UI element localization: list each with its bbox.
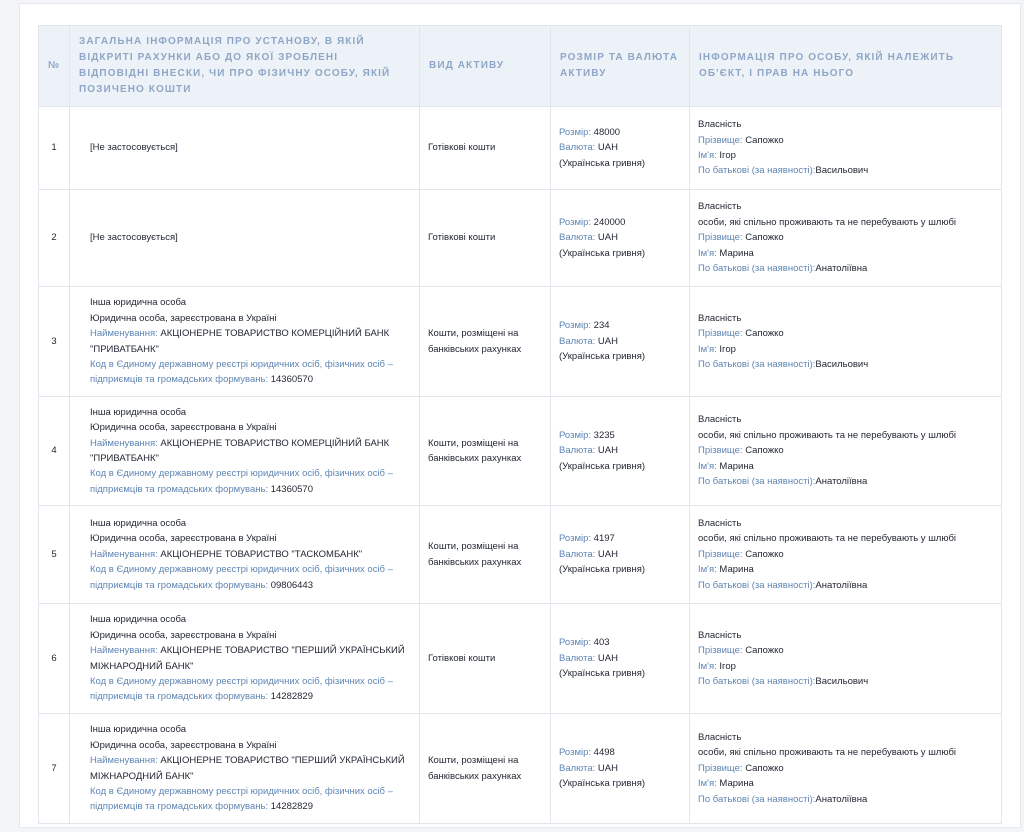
patronymic-label: По батькові (за наявності): — [698, 165, 816, 177]
row-number: 6 — [39, 604, 70, 714]
row-number: 2 — [39, 190, 70, 287]
table-header — [39, 26, 1002, 107]
general-info-cell — [70, 107, 420, 190]
ownership-type: Власність — [698, 517, 742, 529]
patronymic-value: Васильович — [815, 165, 869, 177]
table-row — [39, 107, 1002, 190]
general-text: [Не застосовується] — [90, 142, 178, 154]
entity-type: Інша юридична особа — [90, 724, 187, 736]
edr-code-value: 09806443 — [270, 579, 314, 591]
patronymic-label: По батькові (за наявності): — [698, 358, 816, 370]
patronymic-label: По батькові (за наявності): — [698, 675, 816, 687]
surname-label: Прізвище: — [698, 762, 743, 774]
table-row — [39, 397, 1002, 506]
first-name-label: Ім'я: — [698, 778, 717, 790]
entity-type: Інша юридична особа — [90, 517, 187, 529]
surname-label: Прізвище: — [698, 134, 743, 146]
currency-name: (Українська гривня) — [559, 351, 646, 363]
row-number: 1 — [39, 107, 70, 190]
size-currency-cell — [551, 506, 690, 604]
first-name-label: Ім'я: — [698, 564, 717, 576]
edr-code-value: 14360570 — [270, 374, 314, 386]
edr-code-label: Код в Єдиному державному реєстрі юридичних осіб, фізичних осіб – підприємців та громадських формувань: — [90, 468, 393, 495]
first-name-label: Ім'я: — [698, 150, 717, 161]
entity-type: Інша юридична особа — [90, 297, 187, 309]
size-label: Розмір: — [559, 320, 592, 332]
assets-table — [38, 25, 1002, 824]
size-label: Розмір: — [559, 216, 592, 228]
size-label: Розмір: — [559, 747, 592, 759]
table-row — [39, 506, 1002, 604]
ownership-type: Власність — [698, 312, 742, 324]
edr-code-label: Код в Єдиному державному реєстрі юридичних осіб, фізичних осіб – підприємців та громадських формувань: — [90, 564, 393, 591]
first-name-label: Ім'я: — [698, 660, 717, 672]
surname-label: Прізвище: — [698, 445, 743, 457]
patronymic-value: Анатоліївна — [815, 476, 868, 488]
size-currency-cell — [551, 397, 690, 506]
declaration-card — [19, 3, 1021, 828]
size-value: 4197 — [593, 533, 615, 545]
edr-code-label: Код в Єдиному державному реєстрі юридичних осіб, фізичних осіб – підприємців та громадських формувань: — [90, 358, 393, 386]
currency-value: UAH — [597, 445, 618, 457]
bank-name: АКЦІОНЕРНЕ ТОВАРИСТВО "ТАСКОМБАНК" — [160, 548, 363, 560]
name-label: Найменування: — [90, 755, 158, 767]
currency-label: Валюта: — [559, 548, 596, 560]
first-name-value: Марина — [719, 564, 754, 576]
surname-value: Сапожко — [745, 232, 784, 244]
asset-type-cell: Готівкові кошти — [420, 107, 551, 190]
size-value: 3235 — [593, 429, 615, 441]
name-label: Найменування: — [90, 328, 158, 340]
currency-value: UAH — [597, 232, 618, 244]
patronymic-label: По батькові (за наявності): — [698, 263, 816, 275]
owner-info-cell — [690, 714, 1002, 824]
currency-name: (Українська гривня) — [559, 778, 646, 790]
first-name-label: Ім'я: — [698, 460, 717, 472]
first-name-label: Ім'я: — [698, 247, 717, 259]
size-value: 234 — [593, 320, 610, 332]
currency-label: Валюта: — [559, 232, 596, 244]
size-currency-cell — [551, 107, 690, 190]
currency-name: (Українська гривня) — [559, 247, 646, 259]
owner-info-cell — [690, 506, 1002, 604]
currency-name: (Українська гривня) — [559, 668, 646, 680]
surname-label: Прізвище: — [698, 328, 743, 340]
ownership-type: Власність — [698, 731, 742, 743]
relation-type: особи, які спільно проживають та не перебувають у шлюбі — [698, 429, 957, 441]
owner-info-cell — [690, 190, 1002, 287]
ownership-type: Власність — [698, 119, 742, 131]
registration-type: Юридична особа, зареєстрована в Україні — [90, 533, 277, 545]
patronymic-label: По батькові (за наявності): — [698, 793, 816, 805]
owner-info-cell — [690, 604, 1002, 714]
table-row — [39, 287, 1002, 397]
size-value: 240000 — [593, 216, 626, 228]
first-name-value: Ігор — [719, 343, 736, 355]
row-number: 3 — [39, 287, 70, 397]
row-number: 5 — [39, 506, 70, 604]
asset-type-cell: Кошти, розміщені на банківських рахунках — [420, 714, 551, 824]
currency-value: UAH — [597, 142, 618, 154]
edr-code-label: Код в Єдиному державному реєстрі юридичних осіб, фізичних осіб – підприємців та громадських формувань: — [90, 675, 393, 703]
ownership-type: Власність — [698, 414, 742, 426]
patronymic-label: По батькові (за наявності): — [698, 579, 816, 591]
owner-info-cell — [690, 397, 1002, 506]
owner-info-cell — [690, 287, 1002, 397]
currency-label: Валюта: — [559, 335, 596, 347]
surname-value: Сапожко — [745, 762, 784, 774]
patronymic-value: Анатоліївна — [815, 793, 868, 805]
row-number: 7 — [39, 714, 70, 824]
general-info-cell — [70, 287, 420, 397]
header-number: № — [39, 26, 70, 107]
currency-value: UAH — [597, 652, 618, 664]
surname-value: Сапожко — [745, 645, 784, 657]
header-owner-info: ІНФОРМАЦІЯ ПРО ОСОБУ, ЯКІЙ НАЛЕЖИТЬ ОБ'ЄКТ, І ПРАВ НА НЬОГО — [690, 26, 1002, 107]
size-currency-cell — [551, 714, 690, 824]
currency-name: (Українська гривня) — [559, 157, 646, 169]
currency-label: Валюта: — [559, 142, 596, 154]
entity-type: Інша юридична особа — [90, 406, 187, 418]
patronymic-value: Анатоліївна — [815, 263, 868, 275]
size-label: Розмір: — [559, 533, 592, 545]
table-row — [39, 604, 1002, 714]
first-name-value: Ігор — [719, 150, 736, 161]
general-info-cell — [70, 604, 420, 714]
currency-name: (Українська гривня) — [559, 564, 646, 576]
table-row — [39, 714, 1002, 824]
surname-label: Прізвище: — [698, 548, 743, 560]
asset-type-cell: Кошти, розміщені на банківських рахунках — [420, 287, 551, 397]
asset-type-cell: Готівкові кошти — [420, 190, 551, 287]
first-name-value: Марина — [719, 247, 754, 259]
first-name-value: Марина — [719, 460, 754, 472]
registration-type: Юридична особа, зареєстрована в Україні — [90, 739, 277, 751]
size-value: 48000 — [593, 126, 621, 138]
currency-label: Валюта: — [559, 762, 596, 774]
first-name-value: Марина — [719, 778, 754, 790]
asset-type-cell: Готівкові кошти — [420, 604, 551, 714]
header-asset-type: ВИД АКТИВУ — [420, 26, 551, 107]
bank-name: АКЦІОНЕРНЕ ТОВАРИСТВО КОМЕРЦІЙНИЙ БАНК "ПРИВАТБАНК" — [90, 437, 390, 464]
asset-type-cell: Кошти, розміщені на банківських рахунках — [420, 397, 551, 506]
size-value: 4498 — [593, 747, 615, 759]
currency-name: (Українська гривня) — [559, 460, 646, 472]
general-info-cell — [70, 714, 420, 824]
general-info-cell — [70, 506, 420, 604]
ownership-type: Власність — [698, 629, 742, 641]
first-name-value: Ігор — [719, 660, 736, 672]
bank-name: АКЦІОНЕРНЕ ТОВАРИСТВО КОМЕРЦІЙНИЙ БАНК "ПРИВАТБАНК" — [90, 328, 390, 355]
general-info-cell — [70, 397, 420, 506]
name-label: Найменування: — [90, 548, 158, 560]
size-currency-cell — [551, 287, 690, 397]
patronymic-value: Анатоліївна — [815, 579, 868, 591]
surname-value: Сапожко — [745, 548, 784, 560]
general-info-cell — [70, 190, 420, 287]
edr-code-value: 14282829 — [270, 691, 314, 703]
registration-type: Юридична особа, зареєстрована в Україні — [90, 422, 277, 434]
relation-type: особи, які спільно проживають та не перебувають у шлюбі — [698, 216, 957, 228]
patronymic-value: Васильович — [815, 358, 869, 370]
table-body — [39, 107, 1002, 824]
surname-value: Сапожко — [745, 134, 784, 146]
ownership-type: Власність — [698, 201, 742, 213]
name-label: Найменування: — [90, 645, 158, 657]
header-size-currency: РОЗМІР ТА ВАЛЮТА АКТИВУ — [551, 26, 690, 107]
registration-type: Юридична особа, зареєстрована в Україні — [90, 312, 277, 324]
currency-value: UAH — [597, 762, 618, 774]
patronymic-value: Васильович — [815, 675, 869, 687]
surname-value: Сапожко — [745, 328, 784, 340]
first-name-label: Ім'я: — [698, 343, 717, 355]
registration-type: Юридична особа, зареєстрована в Україні — [90, 629, 277, 641]
surname-label: Прізвище: — [698, 232, 743, 244]
bank-name: АКЦІОНЕРНЕ ТОВАРИСТВО "ПЕРШИЙ УКРАЇНСЬКИЙ МІЖНАРОДНИЙ БАНК" — [90, 755, 405, 782]
edr-code-value: 14360570 — [270, 483, 314, 495]
row-number: 4 — [39, 397, 70, 506]
surname-label: Прізвище: — [698, 645, 743, 657]
owner-info-cell — [690, 107, 1002, 190]
currency-value: UAH — [597, 335, 618, 347]
table-row — [39, 190, 1002, 287]
relation-type: особи, які спільно проживають та не перебувають у шлюбі — [698, 533, 957, 545]
patronymic-label: По батькові (за наявності): — [698, 476, 816, 488]
asset-type-cell: Кошти, розміщені на банківських рахунках — [420, 506, 551, 604]
surname-value: Сапожко — [745, 445, 784, 457]
size-value: 403 — [593, 637, 610, 649]
general-text: [Не застосовується] — [90, 232, 178, 244]
currency-label: Валюта: — [559, 652, 596, 664]
currency-value: UAH — [597, 548, 618, 560]
name-label: Найменування: — [90, 437, 158, 449]
size-currency-cell — [551, 604, 690, 714]
size-label: Розмір: — [559, 637, 592, 649]
edr-code-value: 14282829 — [270, 801, 314, 813]
size-label: Розмір: — [559, 126, 592, 138]
header-general-info: ЗАГАЛЬНА ІНФОРМАЦІЯ ПРО УСТАНОВУ, В ЯКІЙ ВІДКРИТІ РАХУНКИ АБО ДО ЯКОЇ ЗРОБЛЕНІ ВІДПОВІДНІ ВНЕСКИ, ЧИ ПРО ФІЗИЧНУ ОСОБУ, ЯКІЙ ПОЗИЧЕНО КОШТИ — [70, 26, 420, 107]
currency-label: Валюта: — [559, 445, 596, 457]
entity-type: Інша юридична особа — [90, 614, 187, 626]
edr-code-label: Код в Єдиному державному реєстрі юридичних осіб, фізичних осіб – підприємців та громадських формувань: — [90, 785, 393, 813]
size-currency-cell — [551, 190, 690, 287]
bank-name: АКЦІОНЕРНЕ ТОВАРИСТВО "ПЕРШИЙ УКРАЇНСЬКИЙ МІЖНАРОДНИЙ БАНК" — [90, 645, 405, 672]
relation-type: особи, які спільно проживають та не перебувають у шлюбі — [698, 747, 957, 759]
size-label: Розмір: — [559, 429, 592, 441]
